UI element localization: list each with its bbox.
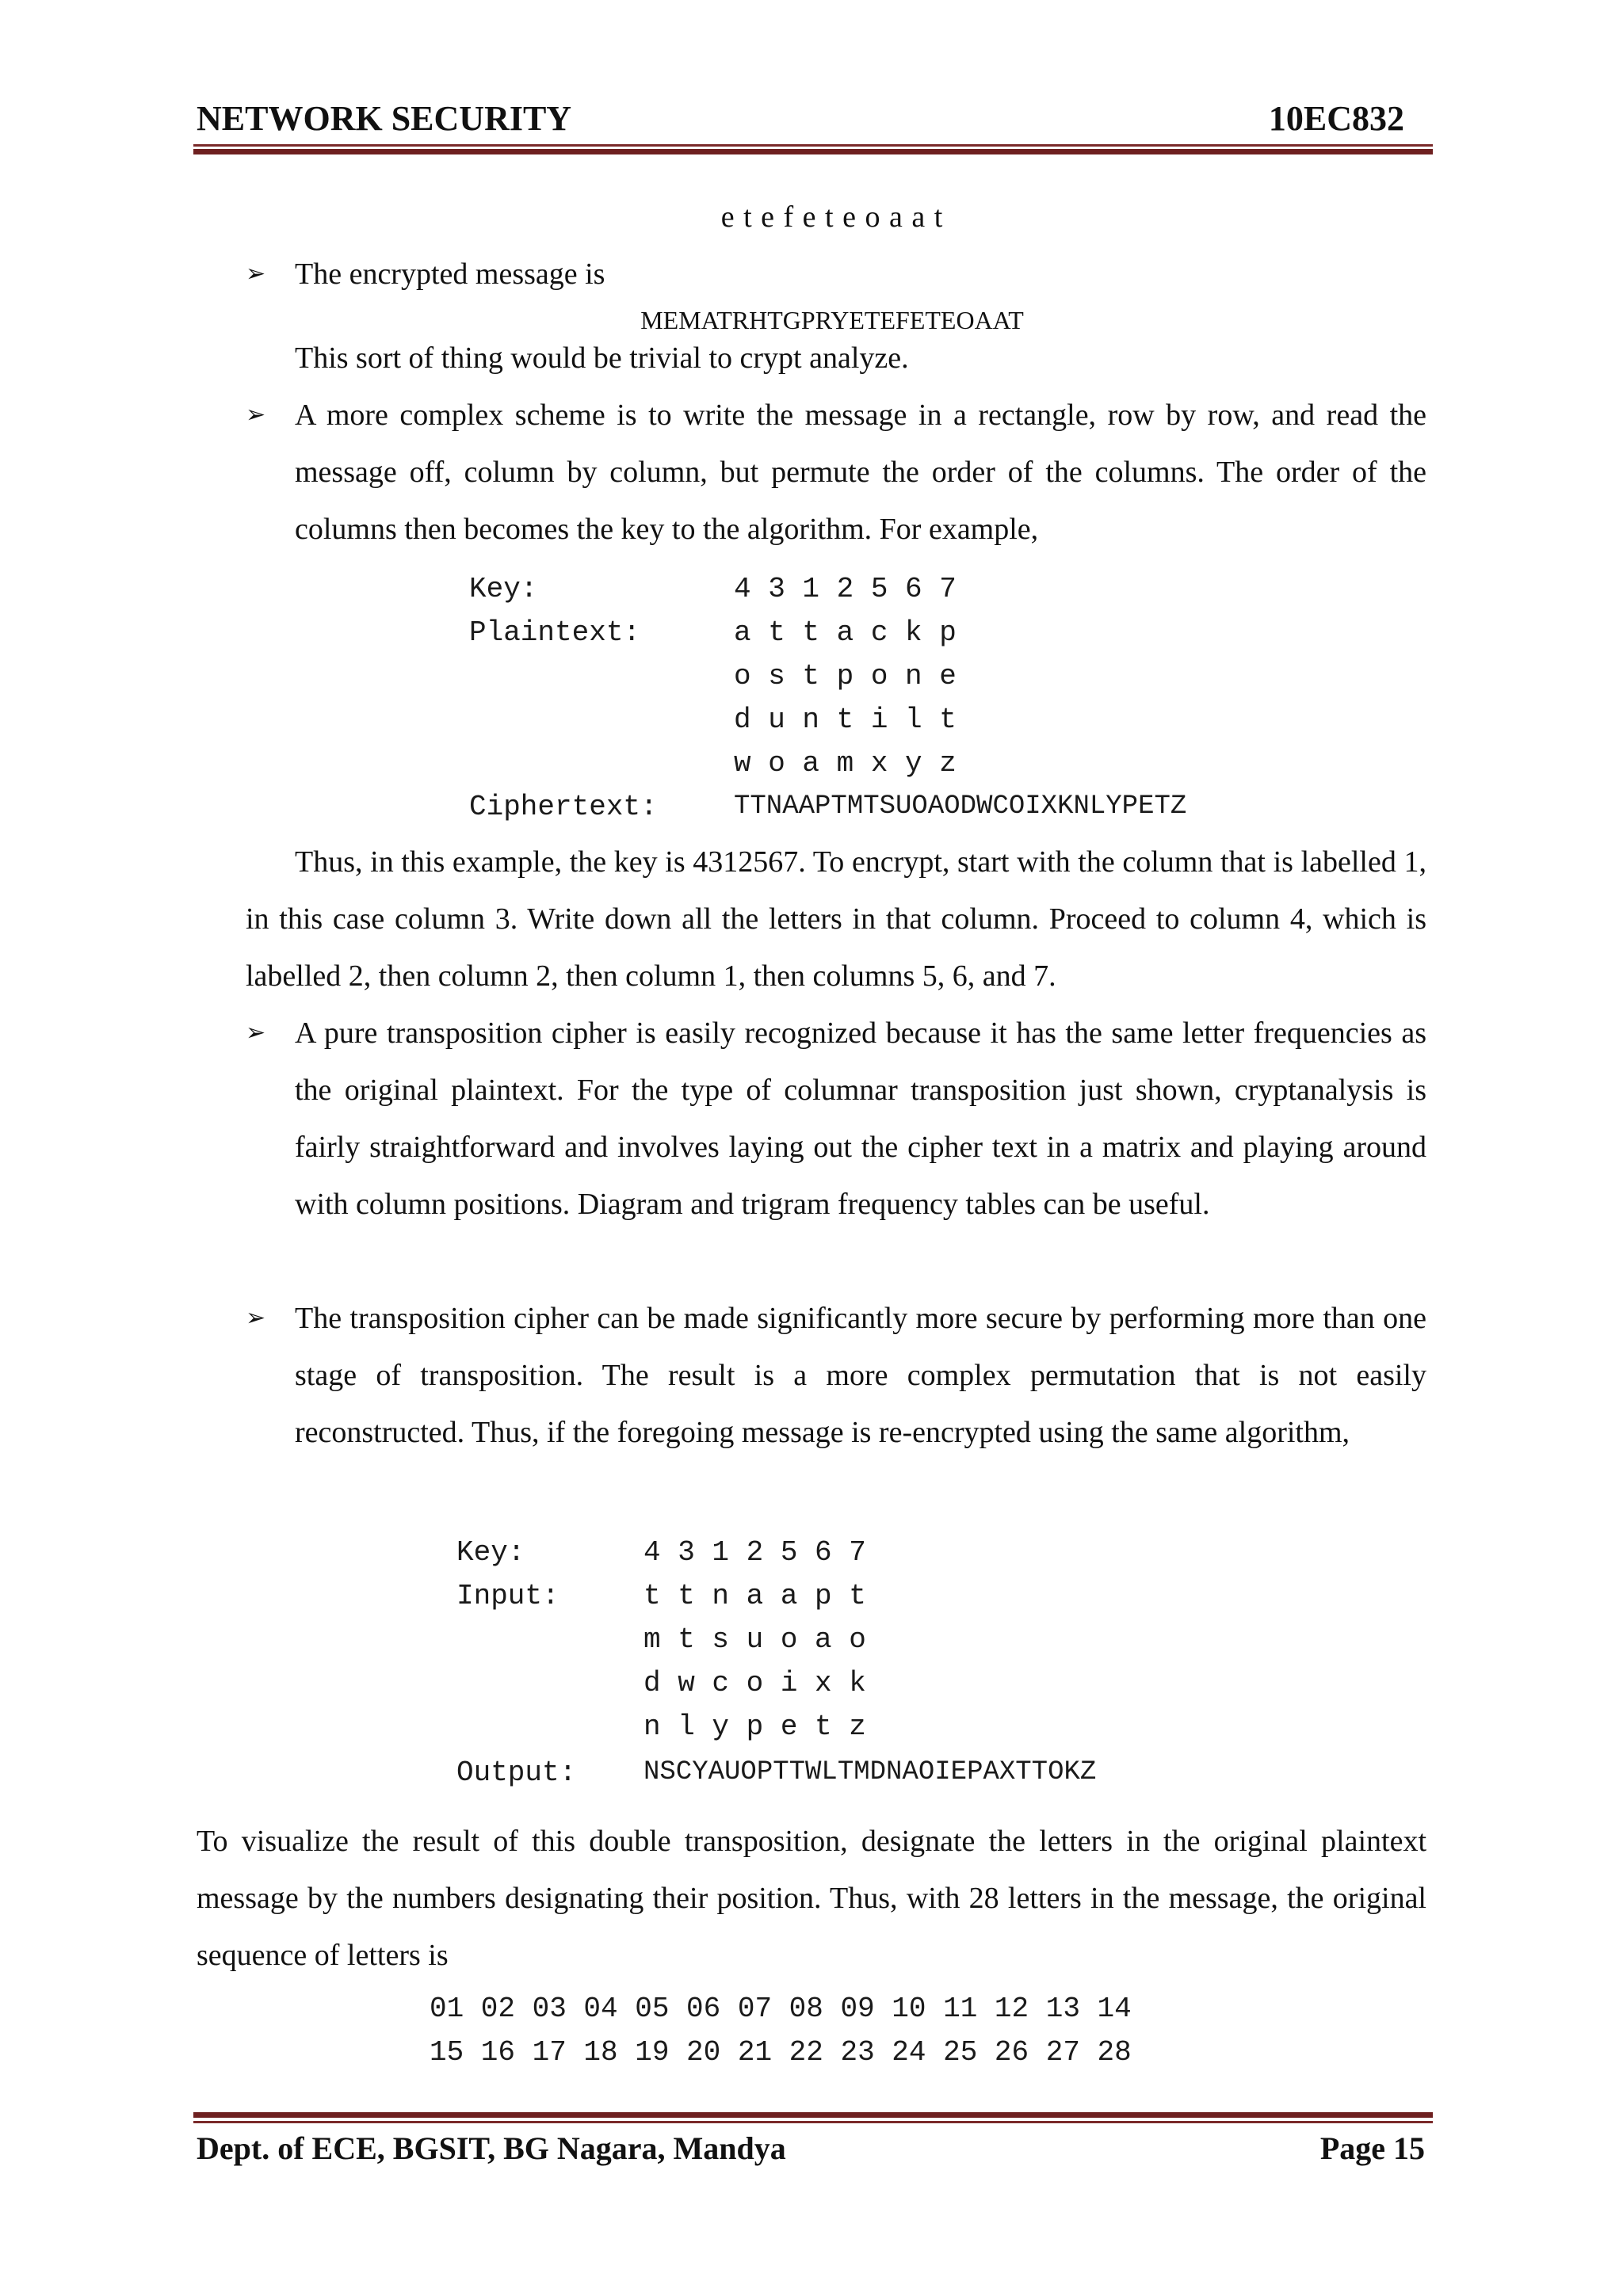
example1-ciphertext: TTNAAPTMTSUOAODWCOIXKNLYPETZ bbox=[734, 791, 1187, 822]
example2-row: t t n a a p t bbox=[643, 1580, 866, 1612]
bullet-arrow-icon: ➢ bbox=[246, 1019, 266, 1047]
paragraph-double-transposition: To visualize the result of this double transposition, designate the letters in the original plaintext message by the numbers designating their position. Thus, with 28 letters in the message, the original sequence of letters is bbox=[197, 1825, 1426, 1972]
example2-row: n l y p e t z bbox=[643, 1711, 866, 1743]
example1-key: 4 3 1 2 5 6 7 bbox=[734, 573, 957, 605]
footer-rule-bottom bbox=[193, 2121, 1433, 2123]
bullet-arrow-icon: ➢ bbox=[246, 260, 266, 288]
header-course-code: 10EC832 bbox=[1268, 99, 1404, 138]
example1-row: o s t p o n e bbox=[734, 660, 957, 692]
example2-output: NSCYAUOPTTWLTMDNAOIEPAXTTOKZ bbox=[643, 1757, 1097, 1787]
rail-fence-row: e t e f e t e o a a t bbox=[720, 200, 944, 234]
header-rule-top bbox=[193, 144, 1433, 147]
example1-row: d u n t i l t bbox=[734, 704, 957, 736]
sequence-row: 15 16 17 18 19 20 21 22 23 24 25 26 27 28 bbox=[430, 2036, 1132, 2069]
encrypted-message-code: MEMATRHTGPRYETEFETEOAAT bbox=[640, 306, 1024, 334]
bullet-arrow-icon: ➢ bbox=[246, 1304, 266, 1332]
example2-output-label: Output: bbox=[456, 1756, 577, 1789]
example2-row: m t s u o a o bbox=[643, 1623, 866, 1656]
bullet-pure-transposition: A pure transposition cipher is easily recognized because it has the same letter frequencies as the original plaintext. For the type of columnar transposition just shown, cryptanalysis is fairly straightforward and involves laying out the cipher text in a matrix and playing around with column positions. Diagram and trigram frequency tables can be useful. bbox=[295, 1016, 1426, 1221]
example2-key-label: Key: bbox=[456, 1536, 525, 1569]
note-trivial: This sort of thing would be trivial to crypt analyze. bbox=[295, 341, 909, 375]
bullet-encrypted-message: The encrypted message is bbox=[295, 257, 605, 291]
footer-department: Dept. of ECE, BGSIT, BG Nagara, Mandya bbox=[197, 2130, 786, 2166]
footer-page-number: Page 15 bbox=[1319, 2130, 1425, 2166]
sequence-row: 01 02 03 04 05 06 07 08 09 10 11 12 13 14 bbox=[430, 1993, 1132, 2025]
example1-key-label: Key: bbox=[469, 573, 538, 605]
header-rule-bottom bbox=[193, 149, 1433, 154]
paragraph-key-explanation: Thus, in this example, the key is 4312567. To encrypt, start with the column that is labelled 1, in this case column 3. Write down all the letters in that column. Proceed to column 4, which is labelled 2, then column 2, then column 1, then columns 5, 6, and 7. bbox=[246, 845, 1426, 993]
example2-input-label: Input: bbox=[456, 1580, 559, 1612]
bullet-multi-stage: The transposition cipher can be made significantly more secure by performing more than one stage of transposition. The result is a more complex permutation that is not easily reconstructed. Thus, if the foregoing message is re-encrypted using the same algorithm, bbox=[295, 1302, 1426, 1449]
footer-rule-top bbox=[193, 2112, 1433, 2118]
example2-key: 4 3 1 2 5 6 7 bbox=[643, 1536, 866, 1569]
example1-ciphertext-label: Ciphertext: bbox=[469, 791, 658, 823]
example1-plaintext-label: Plaintext: bbox=[469, 616, 641, 649]
bullet-complex-scheme: A more complex scheme is to write the message in a rectangle, row by row, and read the message off, column by column, but permute the order of the columns. The order of the columns then becomes the key to the algorithm. For example, bbox=[295, 399, 1426, 546]
example1-row: w o a m x y z bbox=[734, 747, 957, 780]
header-title: NETWORK SECURITY bbox=[197, 99, 572, 138]
bullet-arrow-icon: ➢ bbox=[246, 401, 266, 429]
example2-row: d w c o i x k bbox=[643, 1667, 866, 1699]
example1-row: a t t a c k p bbox=[734, 616, 957, 649]
